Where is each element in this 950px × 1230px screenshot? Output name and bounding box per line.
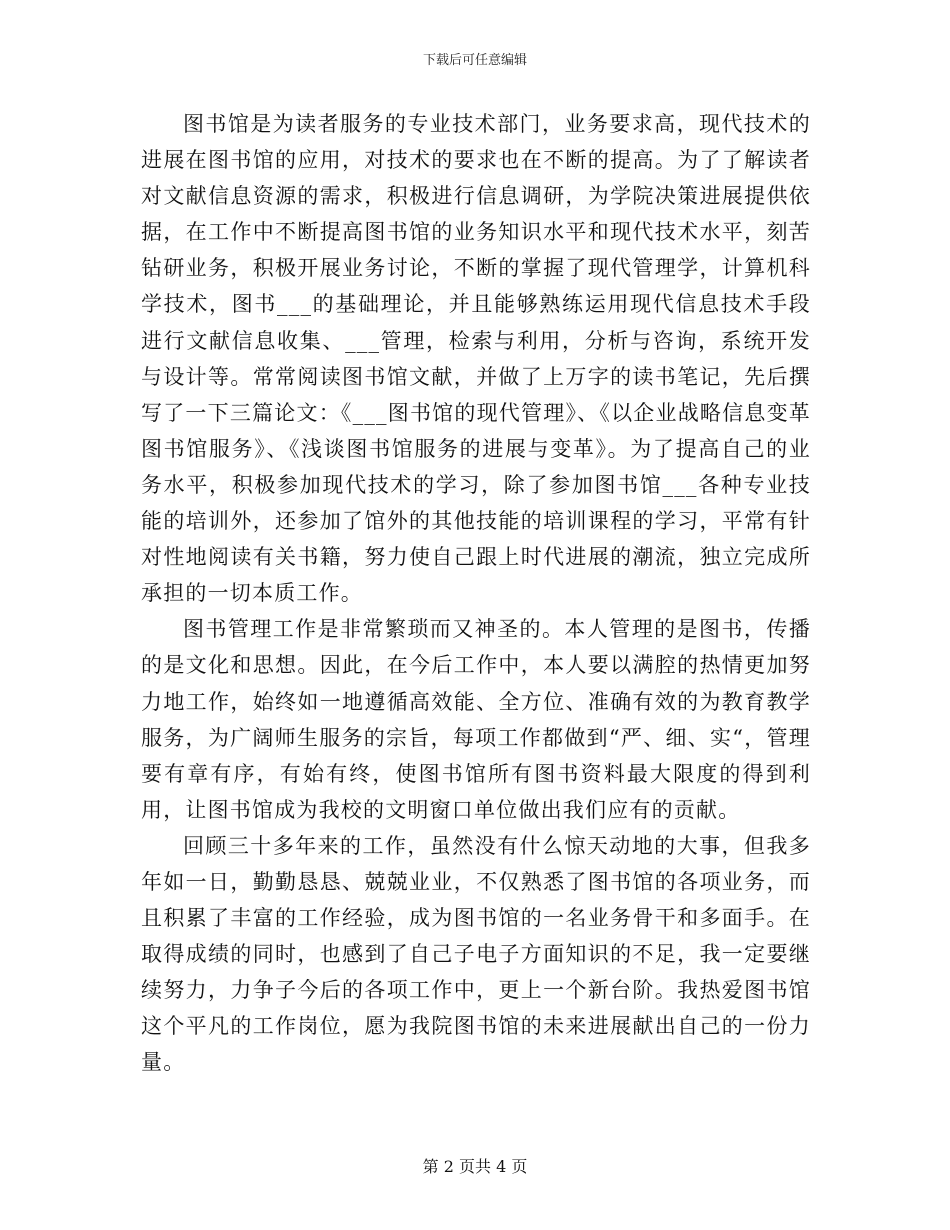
document-body <box>141 106 811 1081</box>
paragraph-1: 图书馆是为读者服务的专业技术部门，业务要求高，现代技术的进展在图书馆的应用，对技术的要求也在不断的提高。为了了解读者对文献信息资源的需求，积极进行信息调研，为学院决策进展提供依据，在工作中不断提高图书馆的业务知识水平和现代技术水平，刻苦钻研业务，积极开展业务讨论，不断的掌握了现代管理学，计算机科学技术，图书___的基础理论，并且能够熟练运用现代信息技术手段进行文献信息收集、___管理，检索与利用，分析与咨询，系统开发与设计等。常常阅读图书馆文献，并做了上万字的读书笔记，先后撰写了一下三篇论文：《___图书馆的现代管理》、《以企业战略信息变革图书馆服务》、《浅谈图书馆服务的进展与变革》。为了提高自己的业务水平，积极参加现代技术的学习，除了参加图书馆___各种专业技能的培训外，还参加了馆外的其他技能的培训课程的学习，平常有针对性地阅读有关书籍，努力使自己跟上时代进展的潮流，独立完成所承担的一切本质工作。 <box>141 112 811 606</box>
page-header: 下载后可任意编辑 <box>422 53 527 68</box>
paragraph-3: 回顾三十多年来的工作，虽然没有什么惊天动地的大事，但我多年如一日，勤勤恳恳、兢兢业业，不仅熟悉了图书馆的各项业务，而且积累了丰富的工作经验，成为图书馆的一名业务骨干和多面手。在取得成绩的同时，也感到了自己子电子方面知识的不足，我一定要继续努力，力争子今后的各项工作中，更上一个新台阶。我热爱图书馆这个平凡的工作岗位，愿为我院图书馆的未来进展献出自己的一份力量。 <box>141 833 811 1075</box>
paragraph-2: 图书管理工作是非常繁琐而又神圣的。本人管理的是图书，传播的是文化和思想。因此，在今后工作中，本人要以满腔的热情更加努力地工作，始终如一地遵循高效能、全方位、准确有效的为教育教学服务，为广阔师生服务的宗旨，每项工作都做到“严、细、实“，管理要有章有序，有始有终，使图书馆所有图书资料最大限度的得到利用，让图书馆成为我校的文明窗口单位做出我们应有的贡献。 <box>141 617 811 822</box>
page-footer: 第 2 页共 4 页 <box>422 1157 528 1176</box>
